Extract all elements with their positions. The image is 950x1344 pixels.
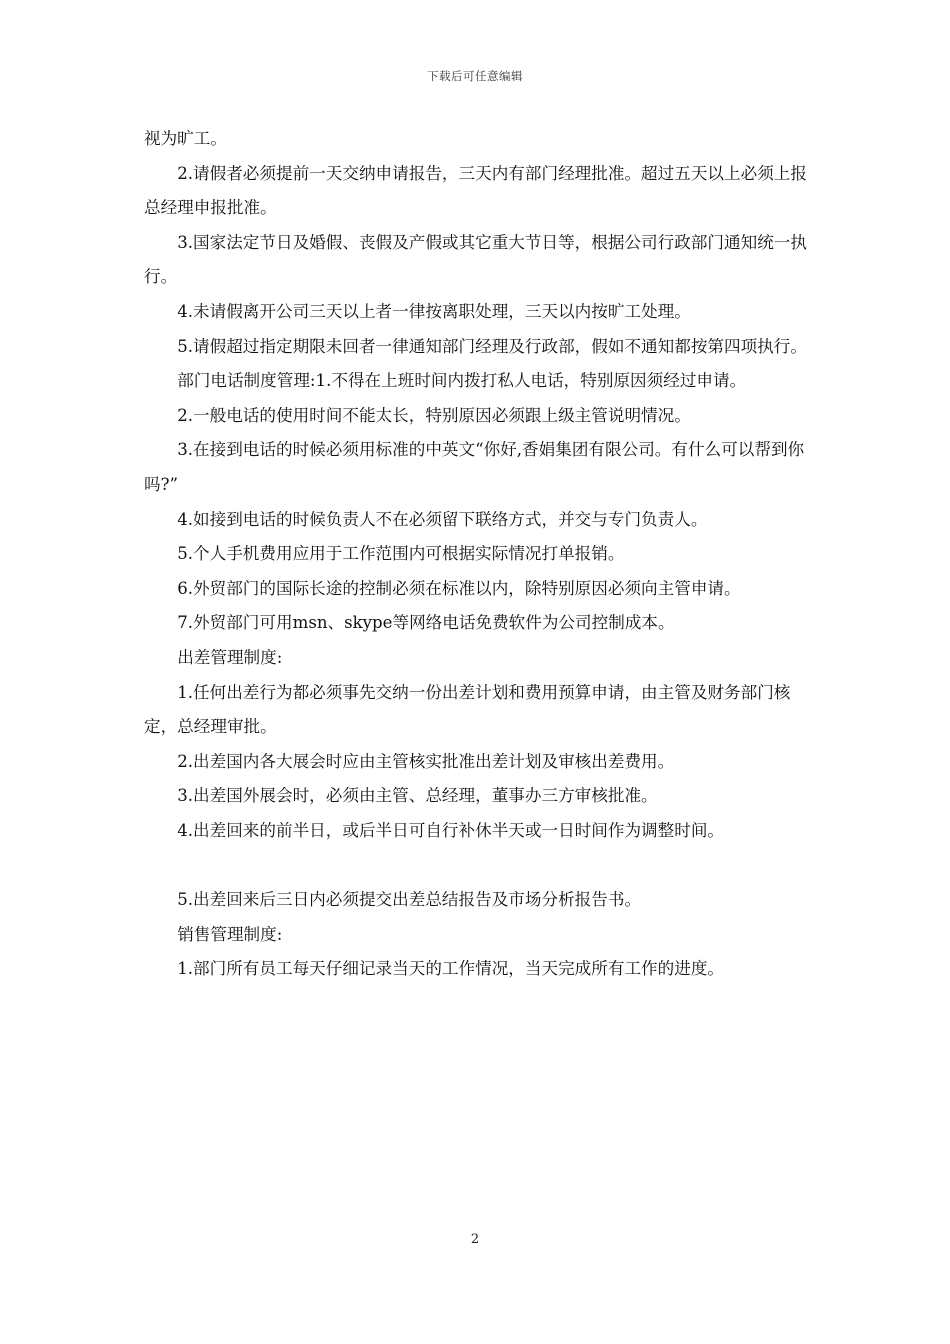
paragraph: 7.外贸部门可用msn、skype等网络电话免费软件为公司控制成本。 — [177, 613, 675, 633]
section-heading: 出差管理制度: — [177, 647, 283, 667]
paragraph: 4.未请假离开公司三天以上者一律按离职处理，三天以内按旷工处理。 — [177, 301, 691, 321]
paragraph: 5.个人手机费用应用于工作范围内可根据实际情况打单报销。 — [177, 544, 625, 564]
paragraph: 5.出差回来后三日内必须提交出差总结报告及市场分析报告书。 — [177, 890, 642, 910]
paragraph: 视为旷工。 — [144, 129, 227, 148]
paragraph: 4.如接到电话的时候负责人不在必须留下联络方式，并交与专门负责人。 — [177, 509, 708, 529]
document-body — [144, 122, 820, 987]
paragraph: 5.请假超过指定期限未回者一律通知部门经理及行政部，假如不通知都按第四项执行。 — [177, 336, 807, 356]
page-number: 2 — [470, 1232, 480, 1247]
paragraph: 2.出差国内各大展会时应由主管核实批准出差计划及审核出差费用。 — [177, 751, 675, 771]
paragraph: 1.任何出差行为都必须事先交纳一份出差计划和费用预算申请，由主管及财务部门核定，总经理审批。 — [144, 682, 791, 737]
paragraph: 3.出差国外展会时，必须由主管、总经理，董事办三方审核批准。 — [177, 786, 658, 806]
page-header: 下载后可任意编辑 — [427, 69, 523, 83]
paragraph: 4.出差回来的前半日，或后半日可自行补休半天或一日时间作为调整时间。 — [177, 820, 725, 840]
paragraph: 6.外贸部门的国际长途的控制必须在标准以内，除特别原因必须向主管申请。 — [177, 578, 741, 598]
paragraph: 1.部门所有员工每天仔细记录当天的工作情况，当天完成所有工作的进度。 — [177, 959, 725, 979]
paragraph: 3.在接到电话的时候必须用标准的中英文“你好,香娟集团有限公司。有什么可以帮到你吗?” — [144, 440, 805, 494]
paragraph: 2.一般电话的使用时间不能太长，特别原因必须跟上级主管说明情况。 — [177, 405, 691, 425]
paragraph: 3.国家法定节日及婚假、丧假及产假或其它重大节日等，根据公司行政部门通知统一执行。 — [144, 232, 807, 287]
section-heading: 销售管理制度: — [177, 924, 283, 944]
paragraph: 部门电话制度管理:1.不得在上班时间内拨打私人电话，特别原因须经过申请。 — [177, 371, 747, 391]
paragraph: 2.请假者必须提前一天交纳申请报告，三天内有部门经理批准。超过五天以上必须上报总经理申报批准。 — [144, 163, 807, 218]
